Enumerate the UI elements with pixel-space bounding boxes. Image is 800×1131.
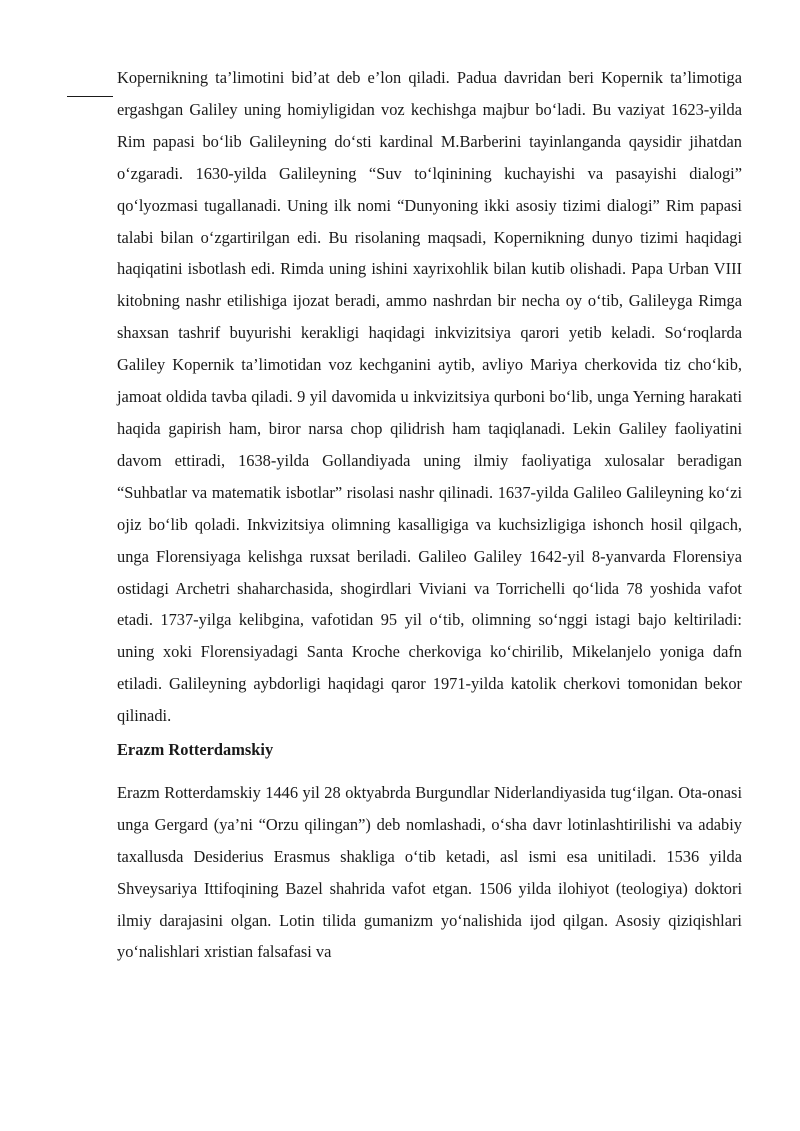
margin-rule: [67, 96, 113, 97]
paragraph-galileo: Kopernikning ta’limotini bid’at deb e’lon qiladi. Padua davridan beri Kopernik ta’limotiga ergashgan Galiley uning homiyligidan voz kechishga majbur bo‘ladi. Bu vaziyat 1623-yilda Rim papasi bo‘lib Galileyning do‘sti kardinal M.Barberini tayinlanganda qaysidir jihatdan o‘zgaradi. 1630-yilda Galileyning “Suv to‘lqinining kuchayishi va pasayishi dialogi” qo‘lyozmasi tugallanadi. Uning ilk nomi “Dunyoning ikki asosiy tizimi dialogi” Rim papasi talabi bilan o‘zgartirilgan edi. Bu risolaning maqsadi, Kopernikning dunyo tizimi haqidagi haqiqatini isbotlash edi. Rimda uning ishini xayrixohlik bilan kutib olishadi. Papa Urban VIII kitobning nashr etilishiga ijozat beradi, ammo nashrdan bir necha oy o‘tib, Galileyga Rimga shaxsan tashrif buyurishi kerakligi haqidagi inkvizitsiya qarori yetib keladi. So‘roqlarda Galiley Kopernik ta’limotidan voz kechganini aytib, avliyo Mariya cherkovida tiz cho‘kib, jamoat oldida tavba qiladi. 9 yil davomida u inkvizitsiya qurboni bo‘lib, unga Yerning harakati haqida gapirish ham, biror narsa chop qilidrish ham taqiqlanadi. Lekin Galiley faoliyatini davom ettiradi, 1638-yilda Gollandiyada uning ilmiy faoliyatiga xulosalar beradigan “Suhbatlar va matematik isbotlar” risolasi nashr qilinadi. 1637-yilda Galileo Galileyning ko‘zi ojiz bo‘lib qoladi. Inkvizitsiya olimning kasalligiga va kuchsizligiga ishonch hosil qilgach, unga Florensiyaga kelishga ruxsat beriladi. Galileo Galiley 1642-yil 8-yanvarda Florensiya ostidagi Archetri shaharchasida, shogirdlari Viviani va Torrichelli qo‘lida 78 yoshida vafot etadi. 1737-yilga kelibgina, vafotidan 95 yil o‘tib, olimning so‘nggi istagi bajo keltiriladi: uning xoki Florensiyadagi Santa Kroche cherkoviga ko‘chirilib, Mikelanjelo yoniga dafn etiladi. Galileyning aybdorligi haqidagi qaror 1971-yilda katolik cherkovi tomonidan bekor qilinadi.: [117, 68, 742, 726]
section-heading: Erazm Rotterdamskiy: [117, 740, 274, 760]
document-page: [117, 62, 742, 968]
paragraph-erasmus: Erazm Rotterdamskiy 1446 yil 28 oktyabrda Burgundlar Niderlandiyasida tug‘ilgan. Ota-onasi unga Gergard (ya’ni “Orzu qilingan”) deb nomlashadi, o‘sha davr lotinlashtirilishi va adabiy taxallusda Desiderius Erasmus shakliga o‘tib ketadi, asl ismi esa unitiladi. 1536 yilda Shveysariya Ittifoqining Bazel shahrida vafot etgan. 1506 yilda ilohiyot (teologiya) doktori ilmiy darajasini olgan. Lotin tilida gumanizm yo‘nalishida ijod qilgan. Asosiy qiziqishlari yo‘nalishlari xristian falsafasi va: [117, 782, 742, 962]
